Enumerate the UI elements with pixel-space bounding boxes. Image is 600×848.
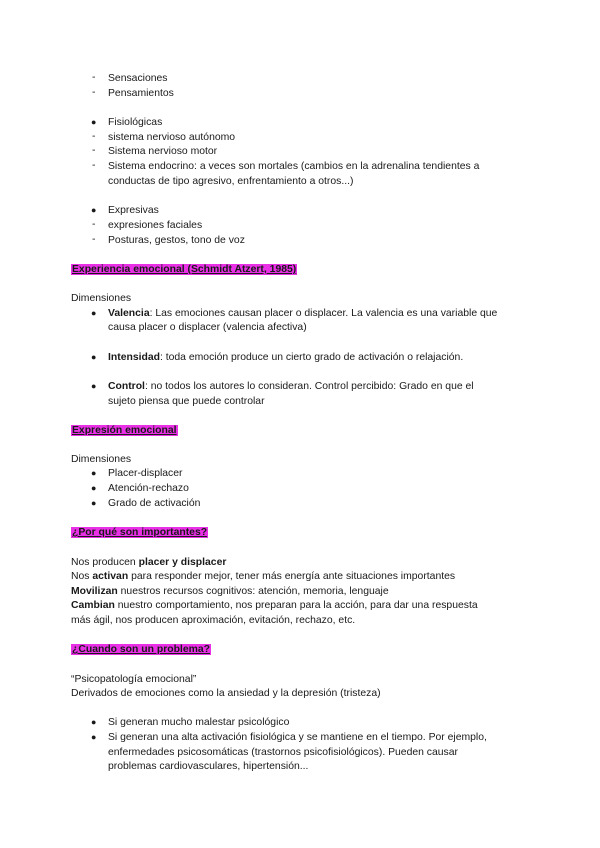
bullet-icon: ● xyxy=(91,205,97,215)
bullet-icon: ● xyxy=(91,732,97,742)
dash-bullet: - xyxy=(92,72,96,83)
list-item: Sistema endocrino: a veces son mortales (cambios en la adrenalina tendientes a xyxy=(108,161,480,172)
paragraph-line xyxy=(71,570,455,584)
list-item: sistema nervioso autónomo xyxy=(108,132,236,143)
text: Nos xyxy=(71,571,93,582)
bullet-icon: ● xyxy=(91,117,97,127)
paragraph-line: Derivados de emociones como la ansiedad y la depresión (tristeza) xyxy=(71,688,381,699)
dimensiones-label: Dimensiones xyxy=(71,454,132,465)
text: Nos producen xyxy=(71,557,139,568)
highlighted-heading: Experiencia emocional (Schmidt Atzert, 1985) xyxy=(72,264,297,275)
highlighted-heading: Expresión emocional xyxy=(72,425,177,436)
definition: : no todos los autores lo consideran. Control percibido: Grado en que el xyxy=(144,381,474,392)
paragraph-line xyxy=(71,585,389,599)
bullet-icon: ● xyxy=(91,483,97,493)
list-item-continuation: causa placer o displacer (valencia afectiva) xyxy=(108,322,307,333)
section-heading xyxy=(71,424,178,438)
definition: : toda emoción produce un cierto grado de activación o relajación. xyxy=(159,352,464,363)
bold-text: Cambian xyxy=(71,600,115,611)
list-item: Sistema nervioso motor xyxy=(108,146,218,157)
paragraph-line xyxy=(71,556,226,570)
bullet-icon: ● xyxy=(91,308,97,318)
list-item-continuation: enfermedades psicosomáticas (trastornos psicofisiológicos). Pueden causar xyxy=(108,747,458,758)
bullet-icon: ● xyxy=(91,468,97,478)
dimensiones-label: Dimensiones xyxy=(71,293,132,304)
list-item: Sensaciones xyxy=(108,73,168,84)
list-item: Si generan una alta activación fisiológica y se mantiene en el tiempo. Por ejemplo, xyxy=(108,732,487,743)
dash-bullet: - xyxy=(92,234,96,245)
section-heading xyxy=(71,643,211,657)
paragraph-line: más ágil, nos producen aproximación, evitación, rechazo, etc. xyxy=(71,615,356,626)
term: Valencia xyxy=(108,308,150,319)
section-heading xyxy=(71,526,208,540)
bullet-icon: ● xyxy=(91,717,97,727)
text: para responder mejor, tener más energía ante situaciones importantes xyxy=(128,571,456,582)
list-item: expresiones faciales xyxy=(108,220,203,231)
dash-bullet: - xyxy=(92,131,96,142)
list-item: Atención-rechazo xyxy=(108,483,189,494)
list-item: Posturas, gestos, tono de voz xyxy=(108,235,245,246)
highlighted-heading: ¿Cuando son un problema? xyxy=(72,644,210,655)
definition: : Las emociones causan placer o displacer. La valencia es una variable que xyxy=(149,308,498,319)
list-item: Pensamientos xyxy=(108,88,174,99)
dash-bullet: - xyxy=(92,145,96,156)
highlighted-heading: ¿Por qué son importantes? xyxy=(72,527,208,538)
dash-bullet: - xyxy=(92,219,96,230)
dash-bullet: - xyxy=(92,160,96,171)
list-item: Expresivas xyxy=(108,205,159,216)
term: Control xyxy=(108,381,145,392)
section-heading xyxy=(71,263,297,277)
list-item xyxy=(108,380,474,394)
list-item-continuation: conductas de tipo agresivo, enfrentamiento a otros...) xyxy=(108,176,354,187)
term: Intensidad xyxy=(108,352,160,363)
list-item xyxy=(108,307,497,321)
list-item-continuation: problemas cardiovasculares, hipertensión... xyxy=(108,761,309,772)
list-item-continuation: sujeto piensa que puede controlar xyxy=(108,396,265,407)
text: nuestros recursos cognitivos: atención, memoria, lenguaje xyxy=(117,586,389,597)
list-item: Fisiológicas xyxy=(108,117,163,128)
bold-text: placer y displacer xyxy=(138,557,227,568)
bullet-icon: ● xyxy=(91,498,97,508)
list-item xyxy=(108,351,463,365)
list-item: Si generan mucho malestar psicológico xyxy=(108,717,290,728)
text: nuestro comportamiento, nos preparan para la acción, para dar una respuesta xyxy=(114,600,478,611)
quote-line: “Psicopatología emocional” xyxy=(71,674,197,685)
bold-text: Movilizan xyxy=(71,586,118,597)
bold-text: activan xyxy=(92,571,129,582)
dash-bullet: - xyxy=(92,87,96,98)
list-item: Grado de activación xyxy=(108,498,201,509)
list-item: Placer-displacer xyxy=(108,468,183,479)
bullet-icon: ● xyxy=(91,352,97,362)
paragraph-line xyxy=(71,599,478,613)
bullet-icon: ● xyxy=(91,381,97,391)
